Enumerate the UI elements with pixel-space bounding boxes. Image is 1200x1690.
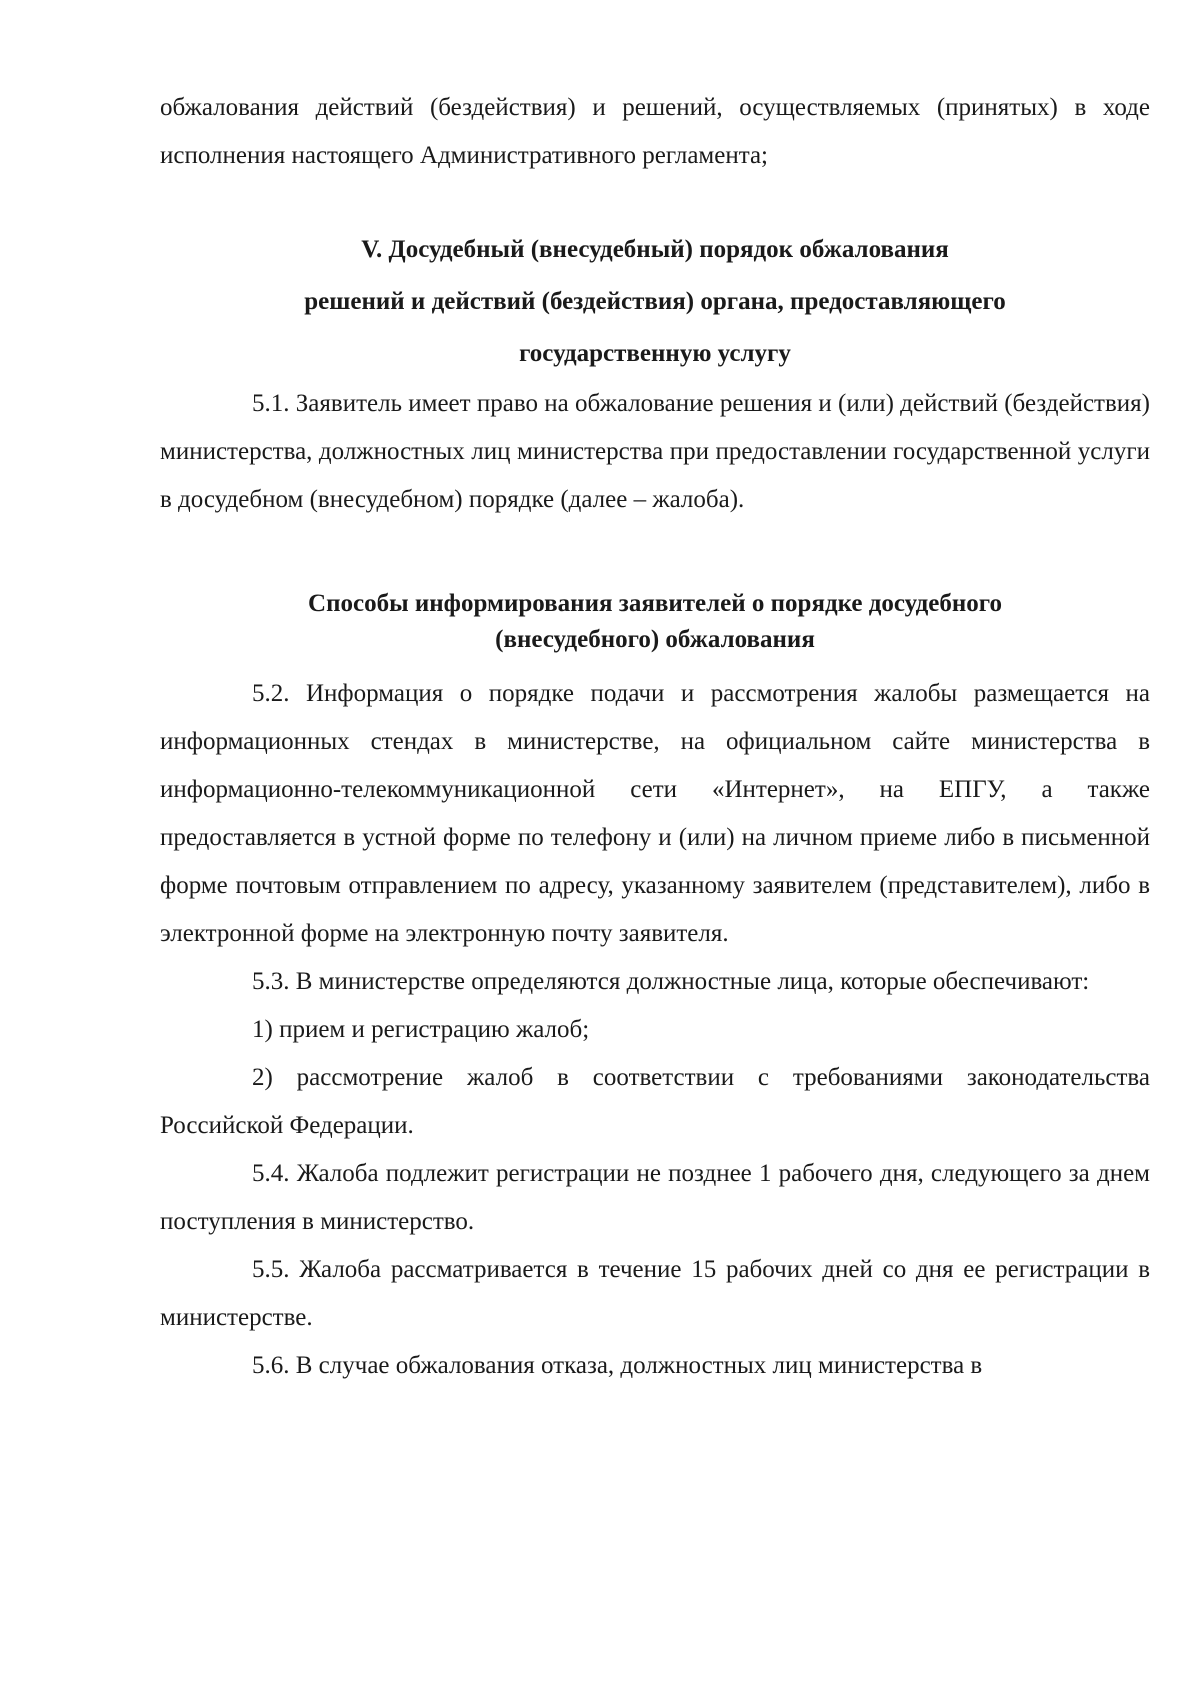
- subheading: [160, 586, 1150, 658]
- paragraph-5-2: 5.2. Информация о порядке подачи и рассмотрения жалобы размещается на информационных стендах в министерстве, на официальном сайте министерства в информационно-телекоммуникационной сети «Интернет», на ЕПГУ, а также предоставляется в устной форме по телефону и (или) на личном приеме либо в письменной форме почтовым отправлением по адресу, указанному заявителем (представителем), либо в электронной форме на электронную почту заявителя.: [160, 680, 1150, 947]
- subheading-line-2: (внесудебного) обжалования: [495, 626, 815, 653]
- paragraph-5-3-item-1: 1) прием и регистрацию жалоб;: [252, 1016, 590, 1043]
- paragraph-5-3-item-2: 2) рассмотрение жалоб в соответствии с требованиями законодательства Российской Федерации.: [160, 1064, 1150, 1139]
- section-heading: [160, 224, 1150, 380]
- paragraph-5-6: 5.6. В случае обжалования отказа, должностных лиц министерства в: [252, 1352, 983, 1379]
- paragraph-5-1: 5.1. Заявитель имеет право на обжалование решения и (или) действий (бездействия) министерства, должностных лиц министерства при предоставлении государственной услуги в досудебном (внесудебном) порядке (далее – жалоба).: [160, 390, 1150, 513]
- section-heading-line-1: V. Досудебный (внесудебный) порядок обжалования: [361, 236, 949, 263]
- opening-paragraph: обжалования действий (бездействия) и решений, осуществляемых (принятых) в ходе исполнения настоящего Административного регламента;: [160, 94, 1150, 169]
- section-heading-line-2: решений и действий (бездействия) органа, предоставляющего: [304, 288, 1006, 315]
- paragraph-5-5: 5.5. Жалоба рассматривается в течение 15 рабочих дней со дня ее регистрации в министерстве.: [160, 1256, 1150, 1331]
- paragraph-5-3: 5.3. В министерстве определяются должностные лица, которые обеспечивают:: [252, 968, 1090, 995]
- paragraph-5-4: 5.4. Жалоба подлежит регистрации не позднее 1 рабочего дня, следующего за днем поступления в министерство.: [160, 1160, 1150, 1235]
- subheading-line-1: Способы информирования заявителей о порядке досудебного: [308, 590, 1002, 617]
- document-body: [160, 84, 1150, 1390]
- section-heading-line-3: государственную услугу: [519, 340, 791, 367]
